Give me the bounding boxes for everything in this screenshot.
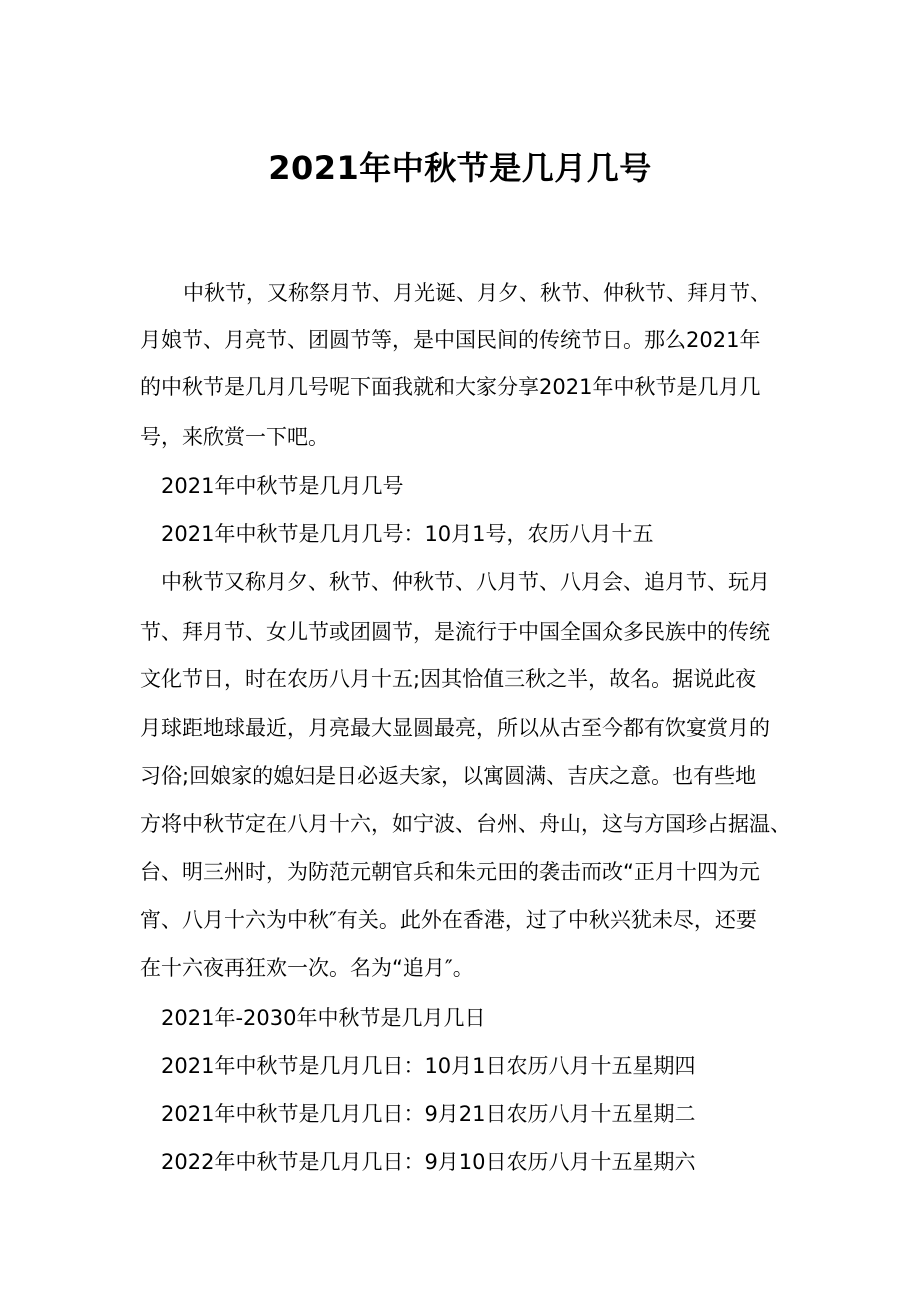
paragraph-line: 方将中秋节定在八月十六，如宁波、台州、舟山，这与方国珍占据温、 [140,812,791,836]
paragraph-line: 台、明三州时，为防范元朝官兵和朱元田的袭击而改“正月十四为元 [140,860,760,884]
section-heading: 2021年-2030年中秋节是几月几日 [161,1006,486,1030]
paragraph-line: 节、拜月节、女儿节或团圆节，是流行于中国全国众多民族中的传统 [140,620,770,644]
list-item: 2021年中秋节是几月几日：9月21日农历八月十五星期二 [161,1102,696,1126]
paragraph-line: 月球距地球最近，月亮最大显圆最亮，所以从古至今都有饮宴赏月的 [140,716,770,740]
document-title: 2021年中秋节是几月几号 [268,149,652,187]
section-heading: 2021年中秋节是几月几号 [161,474,404,498]
list-item: 2022年中秋节是几月几日：9月10日农历八月十五星期六 [161,1150,696,1174]
paragraph-line: 习俗;回娘家的媳妇是日必返夫家，以寓圆满、吉庆之意。也有些地 [140,764,757,788]
paragraph-line: 中秋节，又称祭月节、月光诞、月夕、秋节、仲秋节、拜月节、 [183,281,771,305]
paragraph-line: 在十六夜再狂欢一次。名为“追月″。 [140,956,474,980]
paragraph-line: 中秋节又称月夕、秋节、仲秋节、八月节、八月会、追月节、玩月 [161,570,770,594]
paragraph-line: 的中秋节是几月几号呢下面我就和大家分享2021年中秋节是几月几 [140,375,761,399]
paragraph-line: 文化节日，时在农历八月十五;因其恰值三秋之半，故名。据说此夜 [140,667,757,691]
paragraph-line: 月娘节、月亮节、团圆节等，是中国民间的传统节日。那么2021年 [140,328,761,352]
list-item: 2021年中秋节是几月几日：10月1日农历八月十五星期四 [161,1054,696,1078]
paragraph-line: 号，来欣赏一下吧。 [140,425,329,449]
paragraph-line: 2021年中秋节是几月几号：10月1号，农历八月十五 [161,522,654,546]
paragraph-line: 宵、八月十六为中秋″有关。此外在香港，过了中秋兴犹未尽，还要 [140,908,757,932]
